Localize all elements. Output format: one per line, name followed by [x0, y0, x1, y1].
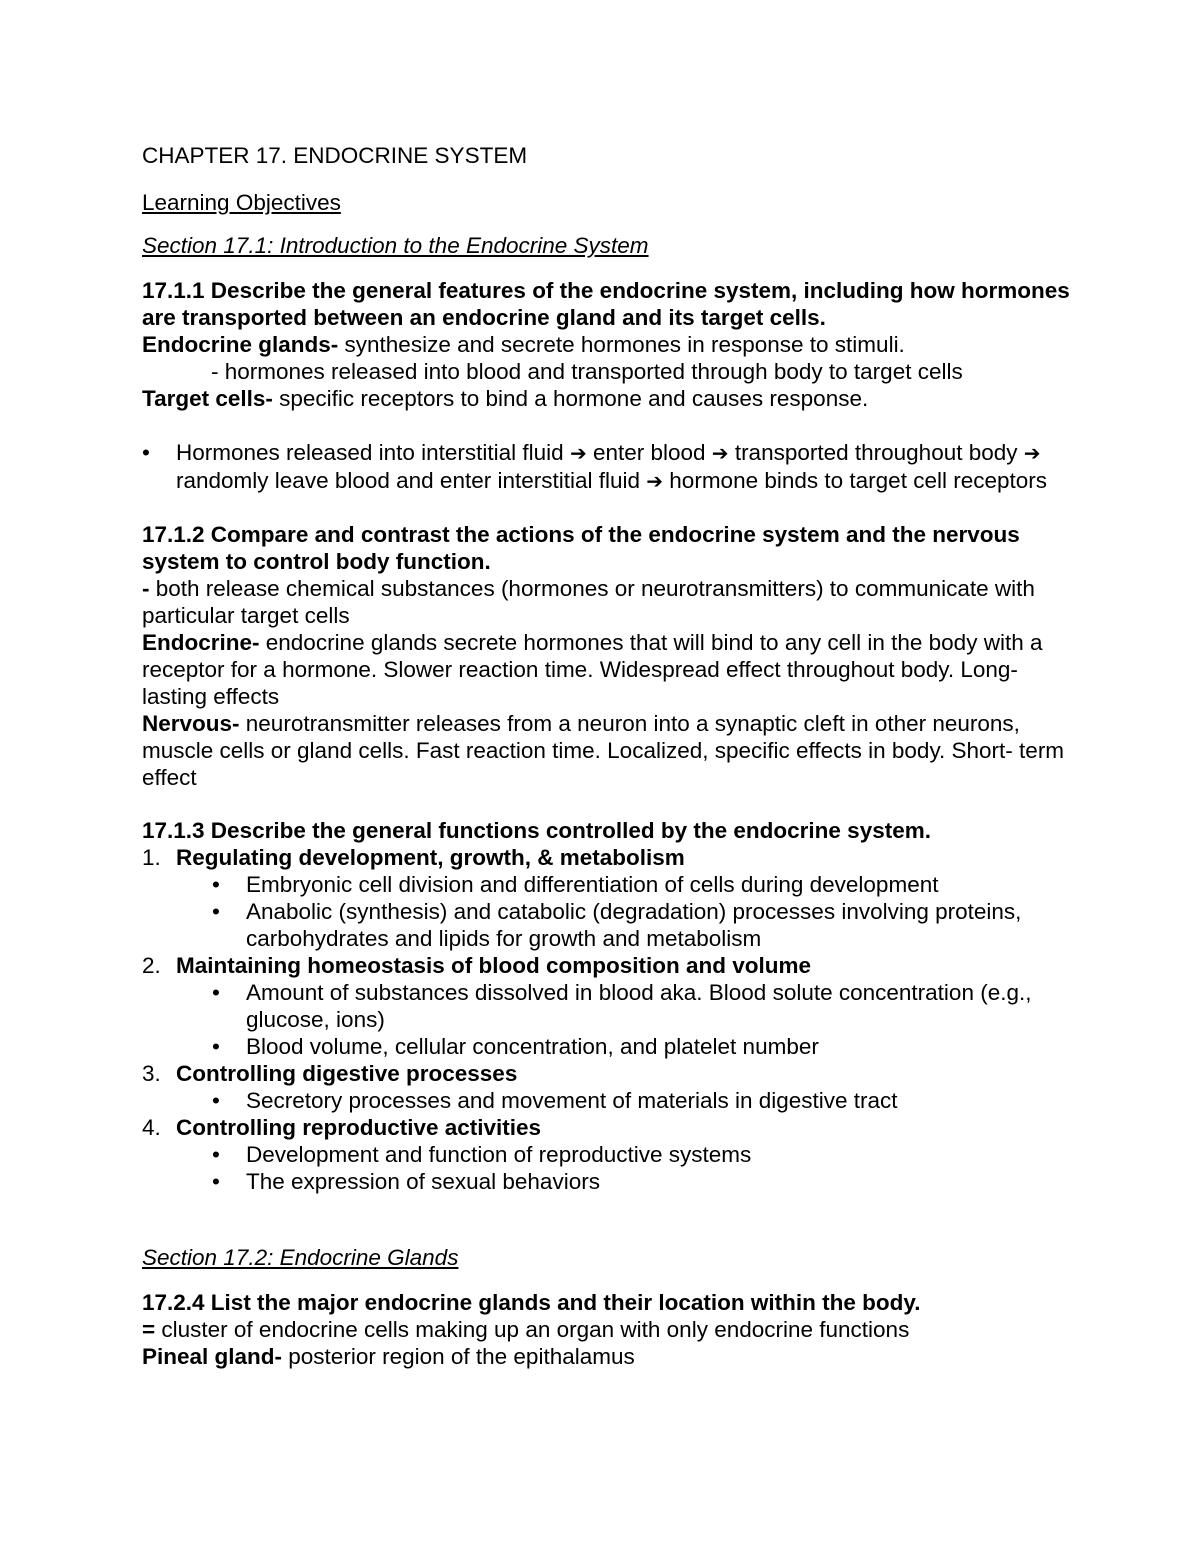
chapter-title: CHAPTER 17. ENDOCRINE SYSTEM — [142, 143, 528, 168]
sub-bullet: • Amount of substances dissolved in blood aka. Blood solute concentration (e.g., glucose, ions) — [212, 980, 1032, 1032]
section-17-1-heading: Section 17.1: Introduction to the Endocrine System — [142, 233, 649, 258]
objective-17-1-2-heading: 17.1.2 Compare and contrast the actions of the endocrine system and the nervous system to control body function. — [142, 522, 1020, 574]
sub-bullet: • Embryonic cell division and differentiation of cells during development — [212, 872, 939, 897]
endocrine-comparison — [142, 629, 1072, 710]
arrow-right-icon: ➔ — [646, 469, 664, 493]
term: Pineal gland- — [142, 1344, 283, 1369]
list-item: 2. Maintaining homeostasis of blood composition and volume — [142, 953, 812, 978]
nervous-comparison — [142, 710, 1072, 791]
definition: endocrine glands secrete hormones that will bind to any cell in the body with a receptor for a hormone. Slower reaction time. Widespread effect throughout body. Long-lasting effects — [142, 630, 1043, 709]
sub-bullet: • Secretory processes and movement of materials in digestive tract — [212, 1088, 898, 1113]
term: Nervous- — [142, 711, 240, 736]
sub-bullet: • Development and function of reproductive systems — [212, 1142, 752, 1167]
arrow-right-icon: ➔ — [569, 441, 587, 465]
hormone-flow-bullet — [142, 439, 1072, 495]
endocrine-glands-subpoint: - hormones released into blood and transported through body to target cells — [211, 359, 963, 384]
sub-bullet: • Blood volume, cellular concentration, and platelet number — [212, 1034, 819, 1059]
arrow-right-icon: ➔ — [1023, 441, 1041, 465]
objective-17-1-3-heading: 17.1.3 Describe the general functions controlled by the endocrine system. — [142, 818, 931, 843]
list-item: 1. Regulating development, growth, & metabolism — [142, 845, 685, 870]
learning-objectives-heading: Learning Objectives — [142, 190, 341, 215]
endocrine-glands-definition — [142, 331, 1072, 358]
hormone-flow-text: Hormones released into interstitial fluid ➔ enter blood ➔ transported throughout body ➔ randomly leave blood and enter interstitial fluid ➔ hormone binds to target cell receptors — [176, 440, 1047, 493]
bullet-marker: • — [142, 440, 150, 465]
pineal-gland-definition — [142, 1343, 1072, 1370]
term: Endocrine- — [142, 630, 260, 655]
sub-bullet: • The expression of sexual behaviors — [212, 1169, 600, 1194]
target-cells-definition — [142, 385, 1072, 412]
definition: posterior region of the epithalamus — [282, 1344, 635, 1369]
definition: specific receptors to bind a hormone and causes response. — [272, 386, 869, 411]
objective-17-2-4-heading: 17.2.4 List the major endocrine glands and their location within the body. — [142, 1290, 921, 1315]
term: Endocrine glands- — [142, 332, 339, 357]
list-item: 4. Controlling reproductive activities — [142, 1115, 542, 1140]
definition: synthesize and secrete hormones in response to stimuli. — [338, 332, 905, 357]
list-item: 3. Controlling digestive processes — [142, 1061, 518, 1086]
arrow-right-icon: ➔ — [711, 441, 729, 465]
sub-bullet: • Anabolic (synthesis) and catabolic (degradation) processes involving proteins, carbohydrates and lipids for growth and metabolism — [212, 899, 1022, 951]
section-17-2-heading: Section 17.2: Endocrine Glands — [142, 1245, 459, 1270]
objective-17-1-1-heading: 17.1.1 Describe the general features of the endocrine system, including how hormones are transported between an endocrine gland and its target cells. — [142, 278, 1070, 330]
gland-definition: = cluster of endocrine cells making up an organ with only endocrine functions — [142, 1317, 910, 1342]
definition: neurotransmitter releases from a neuron into a synaptic cleft in other neurons, muscle cells or gland cells. Fast reaction time. Localized, specific effects in body. Short- term effect — [142, 711, 1065, 790]
both-release-text: - both release chemical substances (hormones or neurotransmitters) to communicate with particular target cells — [142, 576, 1035, 628]
document-page — [142, 142, 1072, 1370]
term: Target cells- — [142, 386, 273, 411]
